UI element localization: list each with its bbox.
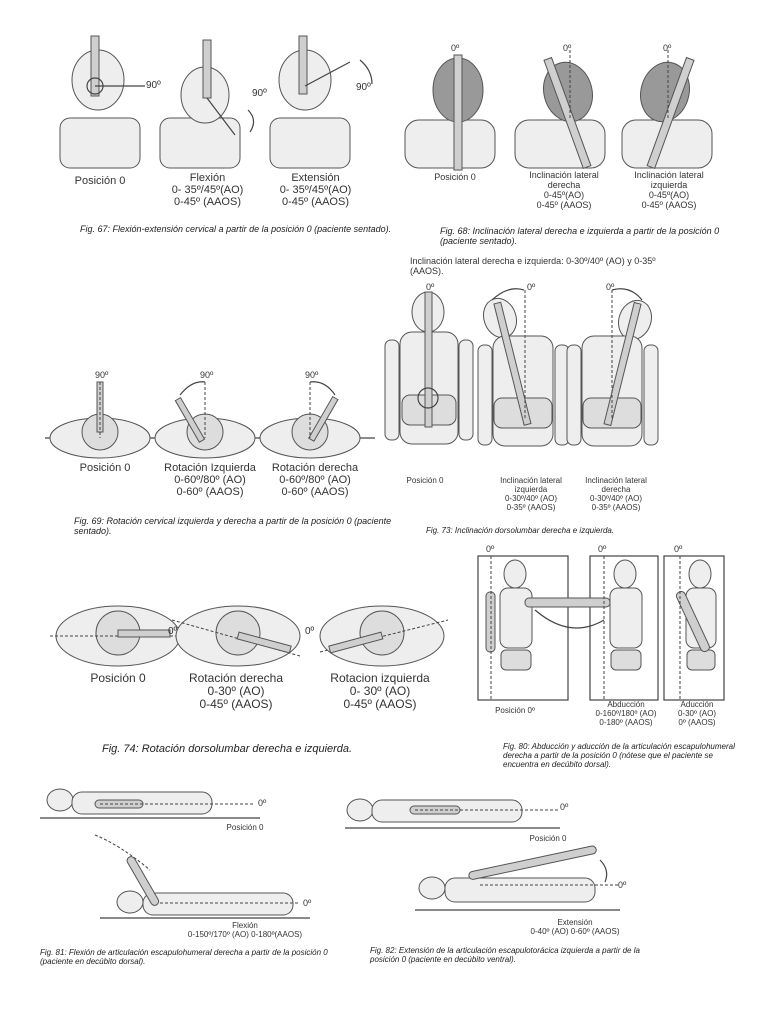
fig80-deg-b: 0º (598, 544, 607, 554)
fig73-deg-c: 0º (606, 282, 615, 292)
fig73-deg-b: 0º (527, 282, 536, 292)
fig74-left: Rotacion izquierda 0- 30º (AO) 0-45º (AAOS) (330, 671, 430, 711)
fig73-deg-a: 0º (426, 282, 435, 292)
fig67-pos0: Posición 0 (74, 175, 126, 187)
fig67-deg-a: 90º (146, 80, 161, 91)
fig73-left: Inclinación lateral izquierda 0-30º/40º (AO) 0-35º (AAOS) (500, 476, 562, 512)
fig68-caption: Fig. 68: Inclinación lateral derecha e izquierda a partir de la posición 0 (paciente sentado). (440, 226, 720, 246)
fig82-pos0: Posición 0 (529, 834, 567, 843)
fig80-abd: Abducción 0-160º/180º (AO) 0-180º (AAOS) (595, 700, 657, 727)
fig69-deg-a: 90º (95, 370, 109, 380)
fig69-caption: Fig. 69: Rotación cervical izquierda y derecha a partir de la posición 0 (paciente sentado). (74, 516, 392, 536)
fig82-deg-b: 0º (618, 880, 627, 890)
fig73-note: Inclinación lateral derecha e izquierda: 0-30º/40º (AO) y 0-35º (AAOS). (410, 256, 656, 276)
fig67-deg-c: 90º (356, 82, 371, 93)
fig73-right: Inclinación lateral derecha 0-30º/40º (AO) 0-35º (AAOS) (585, 476, 647, 512)
fig82-caption: Fig. 82: Extensión de la articulación escapulotorácica izquierda a partir de la posición 0 (paciente en decúbito ventral). (370, 946, 640, 964)
fig68-deg-c: 0º (663, 43, 672, 53)
fig69-right: Rotación derecha 0-60º/80º (AO) 0-60º (AAOS) (271, 462, 359, 498)
fig73-pos0: Posición 0 (406, 476, 444, 485)
fig73-caption: Fig. 73: Inclinación dorsolumbar derecha e izquierda. (426, 526, 615, 535)
fig80-deg-a: 0º (486, 544, 495, 554)
fig81-caption: Fig. 81: Flexión de articulación escapulohumeral derecha a partir de la posición 0 (paciente en decúbito dorsal). (40, 948, 328, 966)
fig80-deg-c: 0º (674, 544, 683, 554)
fig82-deg-a: 0º (560, 802, 569, 812)
fig82-ext: Extensión 0-40º (AO) 0-60º (AAOS) (530, 918, 620, 936)
fig69-pos0: Posición 0 (79, 462, 131, 474)
fig74-deg-a: 0º (168, 626, 178, 637)
fig68-deg-b: 0º (563, 43, 572, 53)
fig81-flex: Flexión 0-150º/170º (AO) 0-180º(AAOS) (187, 921, 303, 939)
fig69-deg-c: 90º (305, 370, 319, 380)
fig80-caption: Fig. 80: Abducción y aducción de la articulación escapulohumeral derecha a partir de la posición 0 (nótese que el paciente se encuentra en decúbito dorsal). (503, 742, 735, 769)
fig80-pos0: Posición 0º (495, 706, 535, 715)
fig81-deg-b: 0º (303, 898, 312, 908)
fig68-pos0: Posición 0 (434, 172, 476, 182)
fig68-left: Inclinación lateral izquierda 0-45º(AO) 0-45º (AAOS) (634, 170, 704, 210)
fig69-deg-b: 90º (200, 370, 214, 380)
fig81-deg-a: 0º (258, 798, 267, 808)
fig74-caption: Fig. 74: Rotación dorsolumbar derecha e izquierda. (102, 743, 353, 755)
fig74-right: Rotación derecha 0-30º (AO) 0-45º (AAOS) (188, 671, 284, 711)
fig74-deg-b: 0º (305, 626, 315, 637)
fig67-deg-b: 90º (252, 88, 267, 99)
fig80-add: Aducción 0-30º (AO) 0º (AAOS) (677, 700, 717, 727)
fig74-pos0: Posición 0 (90, 671, 146, 685)
fig67-flex: Flexión 0- 35º/45º(AO) 0-45º (AAOS) (171, 172, 244, 208)
fig68-right: Inclinación lateral derecha 0-45º(AO) 0-45º (AAOS) (529, 170, 599, 210)
fig81-pos0: Posición 0 (226, 823, 264, 832)
fig67-ext: Extensión 0- 35º/45º(AO) 0-45º (AAOS) (279, 172, 352, 208)
fig67-caption: Fig. 67: Flexión-extensión cervical a partir de la posición 0 (paciente sentado). (80, 224, 392, 234)
fig68-deg-a: 0º (451, 43, 460, 53)
fig69-left: Rotación Izquierda 0-60º/80º (AO) 0-60º (AAOS) (164, 462, 256, 498)
